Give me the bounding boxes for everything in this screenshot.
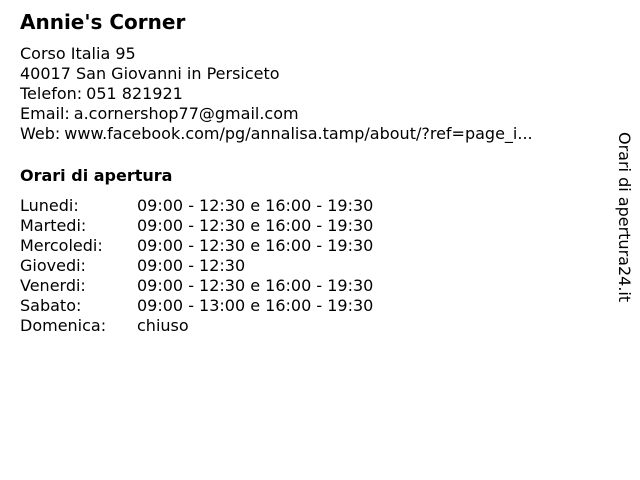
phone-label: Telefon: [20, 84, 83, 103]
hours-time: 09:00 - 12:30 e 16:00 - 19:30 [137, 276, 374, 295]
web-link[interactable]: www.facebook.com/pg/annalisa.tamp/about/?ref=page_i... [64, 124, 533, 143]
hours-day: Sabato: [20, 296, 82, 315]
address-line-1: Corso Italia 95 [20, 44, 136, 63]
hours-row-saturday [20, 296, 600, 316]
hours-time: 09:00 - 12:30 [137, 256, 246, 275]
hours-time: 09:00 - 12:30 e 16:00 - 19:30 [137, 216, 374, 235]
hours-day: Martedi: [20, 216, 87, 235]
business-card [20, 8, 600, 336]
email-label: Email: [20, 104, 70, 123]
hours-day: Giovedi: [20, 256, 86, 275]
business-name: Annie's Corner [20, 10, 186, 34]
web-row [20, 124, 600, 144]
hours-day: Domenica: [20, 316, 107, 335]
email-row [20, 104, 600, 124]
hours-row-monday [20, 196, 600, 216]
hours-time: 09:00 - 13:00 e 16:00 - 19:30 [137, 296, 374, 315]
hours-time: 09:00 - 12:30 e 16:00 - 19:30 [137, 196, 374, 215]
address-line-2: 40017 San Giovanni in Persiceto [20, 64, 280, 83]
hours-row-friday [20, 276, 600, 296]
hours-day: Mercoledi: [20, 236, 103, 255]
hours-table [20, 196, 600, 336]
hours-row-thursday [20, 256, 600, 276]
hours-day: Lunedi: [20, 196, 79, 215]
hours-heading: Orari di apertura [20, 166, 173, 185]
brand-watermark-text: Orari di apertura24.it [615, 132, 634, 303]
hours-time: 09:00 - 12:30 e 16:00 - 19:30 [137, 236, 374, 255]
hours-row-wednesday [20, 236, 600, 256]
phone-value[interactable]: 051 821921 [86, 84, 183, 103]
hours-row-sunday [20, 316, 600, 336]
hours-time: chiuso [137, 316, 189, 335]
hours-day: Venerdi: [20, 276, 86, 295]
phone-row [20, 84, 600, 104]
email-value[interactable]: a.cornershop77@gmail.com [73, 104, 299, 123]
web-label: Web: [20, 124, 61, 143]
brand-watermark [608, 132, 640, 312]
hours-row-tuesday [20, 216, 600, 236]
